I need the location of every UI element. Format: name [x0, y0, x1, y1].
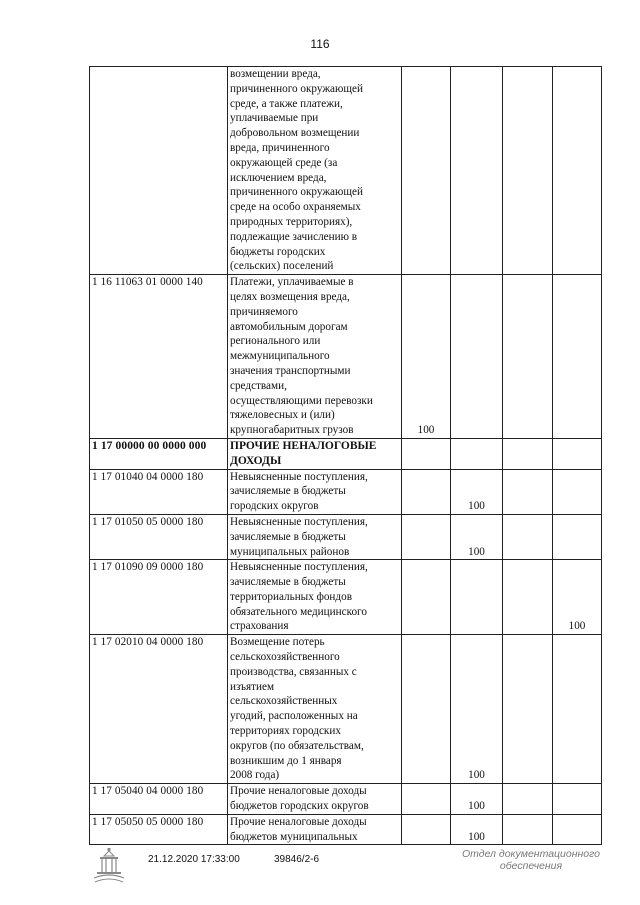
income-name-line: Прочие неналоговые доходы: [230, 815, 367, 828]
classification-code-cell: [90, 67, 228, 275]
normative-value-cell: 100: [451, 514, 503, 559]
table-row: [90, 469, 602, 514]
normative-value-cell: [503, 560, 553, 635]
normative-value-cell: [553, 635, 602, 784]
income-name-line: среде, а также платежи,: [230, 97, 343, 110]
classification-code-cell: 1 17 02010 04 0000 180: [90, 635, 228, 784]
income-name-cell: [228, 438, 402, 469]
income-name-line: ПРОЧИЕ НЕНАЛОГОВЫЕ: [230, 439, 377, 452]
document-number: 39846/2-6: [274, 854, 320, 865]
stamp-line-2: обеспечения: [499, 860, 563, 872]
income-name-line: бюджетов городских округов: [230, 800, 369, 813]
normative-value-cell: [503, 784, 553, 815]
income-name-line: обязательного медицинского: [230, 605, 367, 618]
normative-value-cell: [503, 438, 553, 469]
normative-value-cell: 100: [451, 469, 503, 514]
table-row: [90, 560, 602, 635]
income-name-line: значения транспортными: [230, 364, 351, 377]
classification-code-cell: 1 17 01040 04 0000 180: [90, 469, 228, 514]
stamp-line-1: Отдел документационного: [461, 848, 601, 860]
table-row: [90, 784, 602, 815]
income-name-cell: [228, 469, 402, 514]
normative-value-cell: [553, 514, 602, 559]
normative-value-cell: [503, 635, 553, 784]
normative-value-cell: [451, 438, 503, 469]
normative-value-cell: [402, 814, 451, 845]
classification-code-cell: 1 17 01090 09 0000 180: [90, 560, 228, 635]
normative-value-cell: [402, 438, 451, 469]
building-emblem-icon: [92, 848, 126, 884]
income-name-line: бюджеты городских: [230, 245, 326, 258]
normative-value-cell: [402, 560, 451, 635]
income-name-line: межмуниципального: [230, 350, 330, 363]
income-name-line: тяжеловесных и (или): [230, 409, 335, 422]
registration-date: 21.12.2020 17:33:00: [148, 854, 240, 865]
normative-value-cell: [553, 438, 602, 469]
income-name-cell: [228, 514, 402, 559]
department-stamp: [446, 848, 616, 872]
income-name-line: целях возмещения вреда,: [230, 290, 350, 303]
income-name-line: причиненного окружающей: [230, 186, 363, 199]
income-name-cell: [228, 275, 402, 439]
classification-code-cell: 1 16 11063 01 0000 140: [90, 275, 228, 439]
page-number: 116: [310, 37, 330, 51]
normative-value-cell: [402, 469, 451, 514]
income-name-line: средствами,: [230, 379, 287, 392]
income-name-cell: [228, 635, 402, 784]
income-name-line: городских округов: [230, 500, 319, 513]
normative-value-cell: [451, 67, 503, 275]
normative-value-cell: [503, 814, 553, 845]
income-name-line: среде на особо охраняемых: [230, 201, 361, 214]
income-name-line: угодий, расположенных на: [230, 710, 358, 723]
normative-value-cell: [553, 784, 602, 815]
income-name-line: сельскохозяйственного: [230, 651, 340, 664]
income-name-line: добровольном возмещении: [230, 127, 360, 140]
income-name-line: крупногабаритных грузов: [230, 424, 354, 437]
normative-value-cell: 100: [451, 635, 503, 784]
table-row: [90, 438, 602, 469]
income-name-line: уплачиваемые при: [230, 112, 319, 125]
budget-classification-table: [89, 66, 602, 845]
normative-value-cell: [553, 67, 602, 275]
normative-value-cell: [553, 275, 602, 439]
income-name-line: возмещении вреда,: [230, 68, 321, 80]
income-name-line: бюджетов муниципальных: [230, 830, 358, 843]
income-name-line: Платежи, уплачиваемые в: [230, 276, 354, 289]
classification-code-cell: 1 17 05050 05 0000 180: [90, 814, 228, 845]
income-name-line: автомобильным дорогам: [230, 320, 348, 333]
income-name-line: окружающей среде (за: [230, 156, 338, 169]
normative-value-cell: [402, 784, 451, 815]
income-name-line: Невыясненные поступления,: [230, 470, 368, 483]
classification-code-cell: 1 17 00000 00 0000 000: [90, 438, 228, 469]
income-name-line: округов (по обязательствам,: [230, 739, 364, 752]
table-row: [90, 275, 602, 439]
normative-value-cell: [402, 635, 451, 784]
normative-value-cell: [402, 67, 451, 275]
classification-code-cell: 1 17 01050 05 0000 180: [90, 514, 228, 559]
normative-value-cell: [503, 275, 553, 439]
income-name-line: зачисляемые в бюджеты: [230, 530, 346, 543]
income-name-line: Прочие неналоговые доходы: [230, 785, 367, 798]
normative-value-cell: 100: [451, 784, 503, 815]
normative-value-cell: [402, 514, 451, 559]
income-name-line: (сельских) поселений: [230, 260, 334, 273]
table-row: [90, 67, 602, 275]
normative-value-cell: [503, 514, 553, 559]
income-name-line: вреда, причиненного: [230, 141, 330, 154]
income-name-line: исключением вреда,: [230, 171, 327, 184]
income-name-line: страхования: [230, 620, 289, 633]
income-name-line: территориальных фондов: [230, 590, 352, 603]
income-name-line: регионального или: [230, 335, 321, 348]
income-name-cell: [228, 814, 402, 845]
income-name-line: зачисляемые в бюджеты: [230, 576, 346, 589]
normative-value-cell: [451, 560, 503, 635]
page-footer: [0, 848, 640, 888]
income-name-line: причиненного окружающей: [230, 82, 363, 95]
normative-value-cell: [553, 814, 602, 845]
normative-value-cell: 100: [451, 814, 503, 845]
income-name-line: территориях городских: [230, 725, 341, 738]
normative-value-cell: [503, 469, 553, 514]
income-name-line: 2008 года): [230, 769, 280, 782]
normative-value-cell: [503, 67, 553, 275]
income-name-cell: [228, 560, 402, 635]
income-name-line: Невыясненные поступления,: [230, 561, 368, 574]
income-name-line: причиняемого: [230, 305, 298, 318]
normative-value-cell: 100: [553, 560, 602, 635]
income-name-cell: [228, 67, 402, 275]
normative-value-cell: 100: [402, 275, 451, 439]
table-row: [90, 814, 602, 845]
income-name-line: сельскохозяйственных: [230, 695, 338, 708]
normative-value-cell: [451, 275, 503, 439]
income-name-cell: [228, 784, 402, 815]
income-name-line: Возмещение потерь: [230, 636, 325, 649]
income-name-line: зачисляемые в бюджеты: [230, 485, 346, 498]
normative-value-cell: [553, 469, 602, 514]
table-row: [90, 514, 602, 559]
income-name-line: возникшим до 1 января: [230, 754, 342, 767]
income-name-line: муниципальных районов: [230, 545, 350, 558]
income-name-line: осуществляющими перевозки: [230, 394, 373, 407]
classification-code-cell: 1 17 05040 04 0000 180: [90, 784, 228, 815]
income-name-line: природных территориях),: [230, 215, 353, 228]
income-name-line: подлежащие зачислению в: [230, 230, 358, 243]
income-name-line: ДОХОДЫ: [230, 454, 282, 467]
table-row: [90, 635, 602, 784]
income-name-line: изъятием: [230, 680, 275, 693]
income-name-line: производства, связанных с: [230, 665, 357, 678]
income-name-line: Невыясненные поступления,: [230, 515, 368, 528]
